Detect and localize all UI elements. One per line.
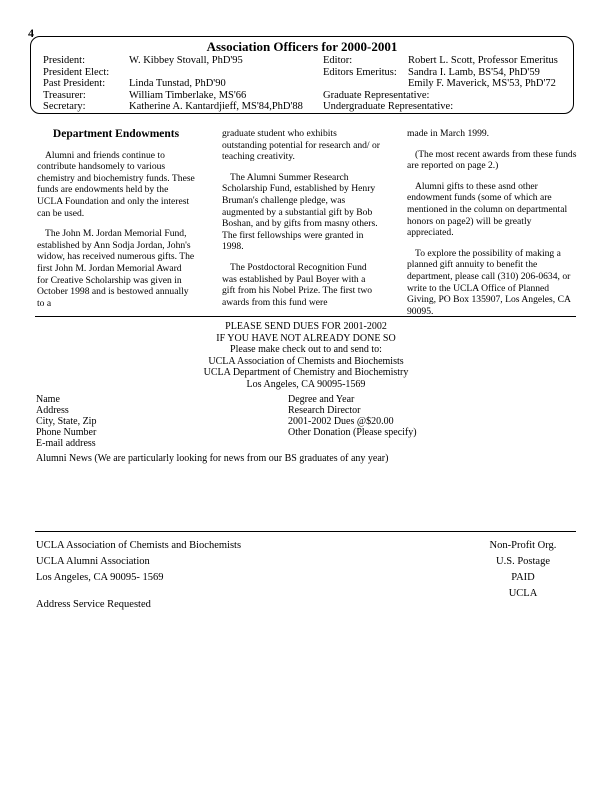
postage-line: Non-Profit Org. [489,540,557,551]
officer-role: President Elect: [43,66,110,78]
page-number: 4 [28,26,34,40]
return-address-line: Los Angeles, CA 90095- 1569 [36,572,164,583]
endowments-column-2 [222,128,380,317]
paragraph: Alumni and friends continue to contribute handsomely to various chemistry and biochemistry funds. These funds are endowments held by the UCLA Foundation and only the interest can be used. [37,149,195,219]
officer-name: William Timberlake, MS'66 [129,89,247,101]
officers-box [30,36,574,114]
officer-role: Graduate Representative: [323,89,430,101]
form-right-fields [288,394,417,438]
dues-notice [0,321,612,390]
degree-field-label[interactable]: Degree and Year [288,394,355,405]
dues-line: Los Angeles, CA 90095-1569 [246,378,366,390]
officer-name: W. Kibbey Stovall, PhD'95 [129,55,243,66]
officer-name: Emily F. Maverick, MS'53, PhD'72 [408,78,556,90]
endowments-column-1 [37,127,195,318]
city-state-zip-field-label[interactable]: City, State, Zip [36,416,97,427]
paragraph: The Alumni Summer Research Scholarship Fund, established by Henry Bruman's challenge pledge, was augmented by a substantial gift by Bob Boshan, and by gifts from masny others. The first fellowships were granted in 1998. [222,171,378,253]
dues-line: Please make check out to and send to: [230,344,382,355]
phone-field-label[interactable]: Phone Number [36,427,97,438]
paragraph: The Postdoctoral Recognition Fund was established by Paul Boyer with a gift from his Nobel Prize. The first two awards from this fund were [222,261,373,308]
paragraph: (The most recent awards from these funds are reported on page 2.) [407,148,577,172]
paragraph: To explore the possibility of making a planned gift annuity to benefit the department, please call (310) 206-0634, or write to the UCLA Office of Planned Giving, PO Box 135907, Los Angeles, CA 90095. [407,247,571,317]
officer-name: Robert L. Scott, Professor Emeritus [408,55,558,66]
dues-line: UCLA Department of Chemistry and Biochemistry [203,367,409,378]
officer-role: Editors Emeritus: [323,66,397,78]
officer-role: Treasurer: [43,89,86,101]
officer-role: Secretary: [43,101,86,113]
divider [35,531,576,532]
dues-line: IF YOU HAVE NOT ALREADY DONE SO [216,332,396,344]
dues-line: UCLA Association of Chemists and Biochemists [208,355,404,367]
endowments-column-3 [407,128,577,326]
alumni-news-label[interactable]: Alumni News (We are particularly looking for news from our BS graduates of any year) [36,453,389,464]
officers-title: Association Officers for 2000-2001 [206,39,398,54]
officer-name: Linda Tunstad, PhD'90 [129,78,226,90]
postage-indicia [470,538,576,602]
postage-line: UCLA [508,588,538,599]
officer-name: Katherine A. Kantardjieff, MS'84,PhD'88 [129,101,303,113]
officer-role: Past President: [43,78,106,90]
postage-line: U.S. Postage [496,556,550,567]
address-field-label[interactable]: Address [36,405,69,416]
postage-line: PAID [511,572,535,583]
email-field-label[interactable]: E-mail address [36,438,96,449]
return-address-line: UCLA Alumni Association [36,556,150,567]
dues-field-label[interactable]: 2001-2002 Dues @$20.00 [288,416,394,427]
dues-line: PLEASE SEND DUES FOR 2001-2002 [225,321,387,332]
return-address-line: UCLA Association of Chemists and Biochemists [36,540,242,551]
paragraph: The John M. Jordan Memorial Fund, established by Ann Sodja Jordan, John's widow, has received numerous gifts. The first John M. Jordan Memorial Award for Creative Scholarship was given in October 1998 and is bestowed annually to a [37,228,195,309]
research-director-field-label[interactable]: Research Director [288,405,361,416]
paragraph: made in March 1999. [407,128,490,139]
paragraph: graduate student who exhibits outstanding potential for research and/ or teaching creativity. [222,128,380,163]
name-field-label[interactable]: Name [36,394,60,405]
donation-field-label[interactable]: Other Donation (Please specify) [288,427,417,438]
paragraph: Alumni gifts to these asnd other endowment funds (some of which are mentioned in the column on departmental honors on page2) will be greatly appreciated. [407,180,568,239]
officer-role: Editor: [323,55,353,66]
return-address [36,538,241,586]
divider [35,316,576,317]
address-service-requested: Address Service Requested [36,599,151,610]
form-left-fields [36,394,96,449]
officer-role: Undergraduate Representative: [323,101,454,113]
officer-role: President: [43,55,85,66]
officer-name: Sandra I. Lamb, BS'54, PhD'59 [408,66,540,78]
endowments-heading: Department Endowments [52,128,180,140]
